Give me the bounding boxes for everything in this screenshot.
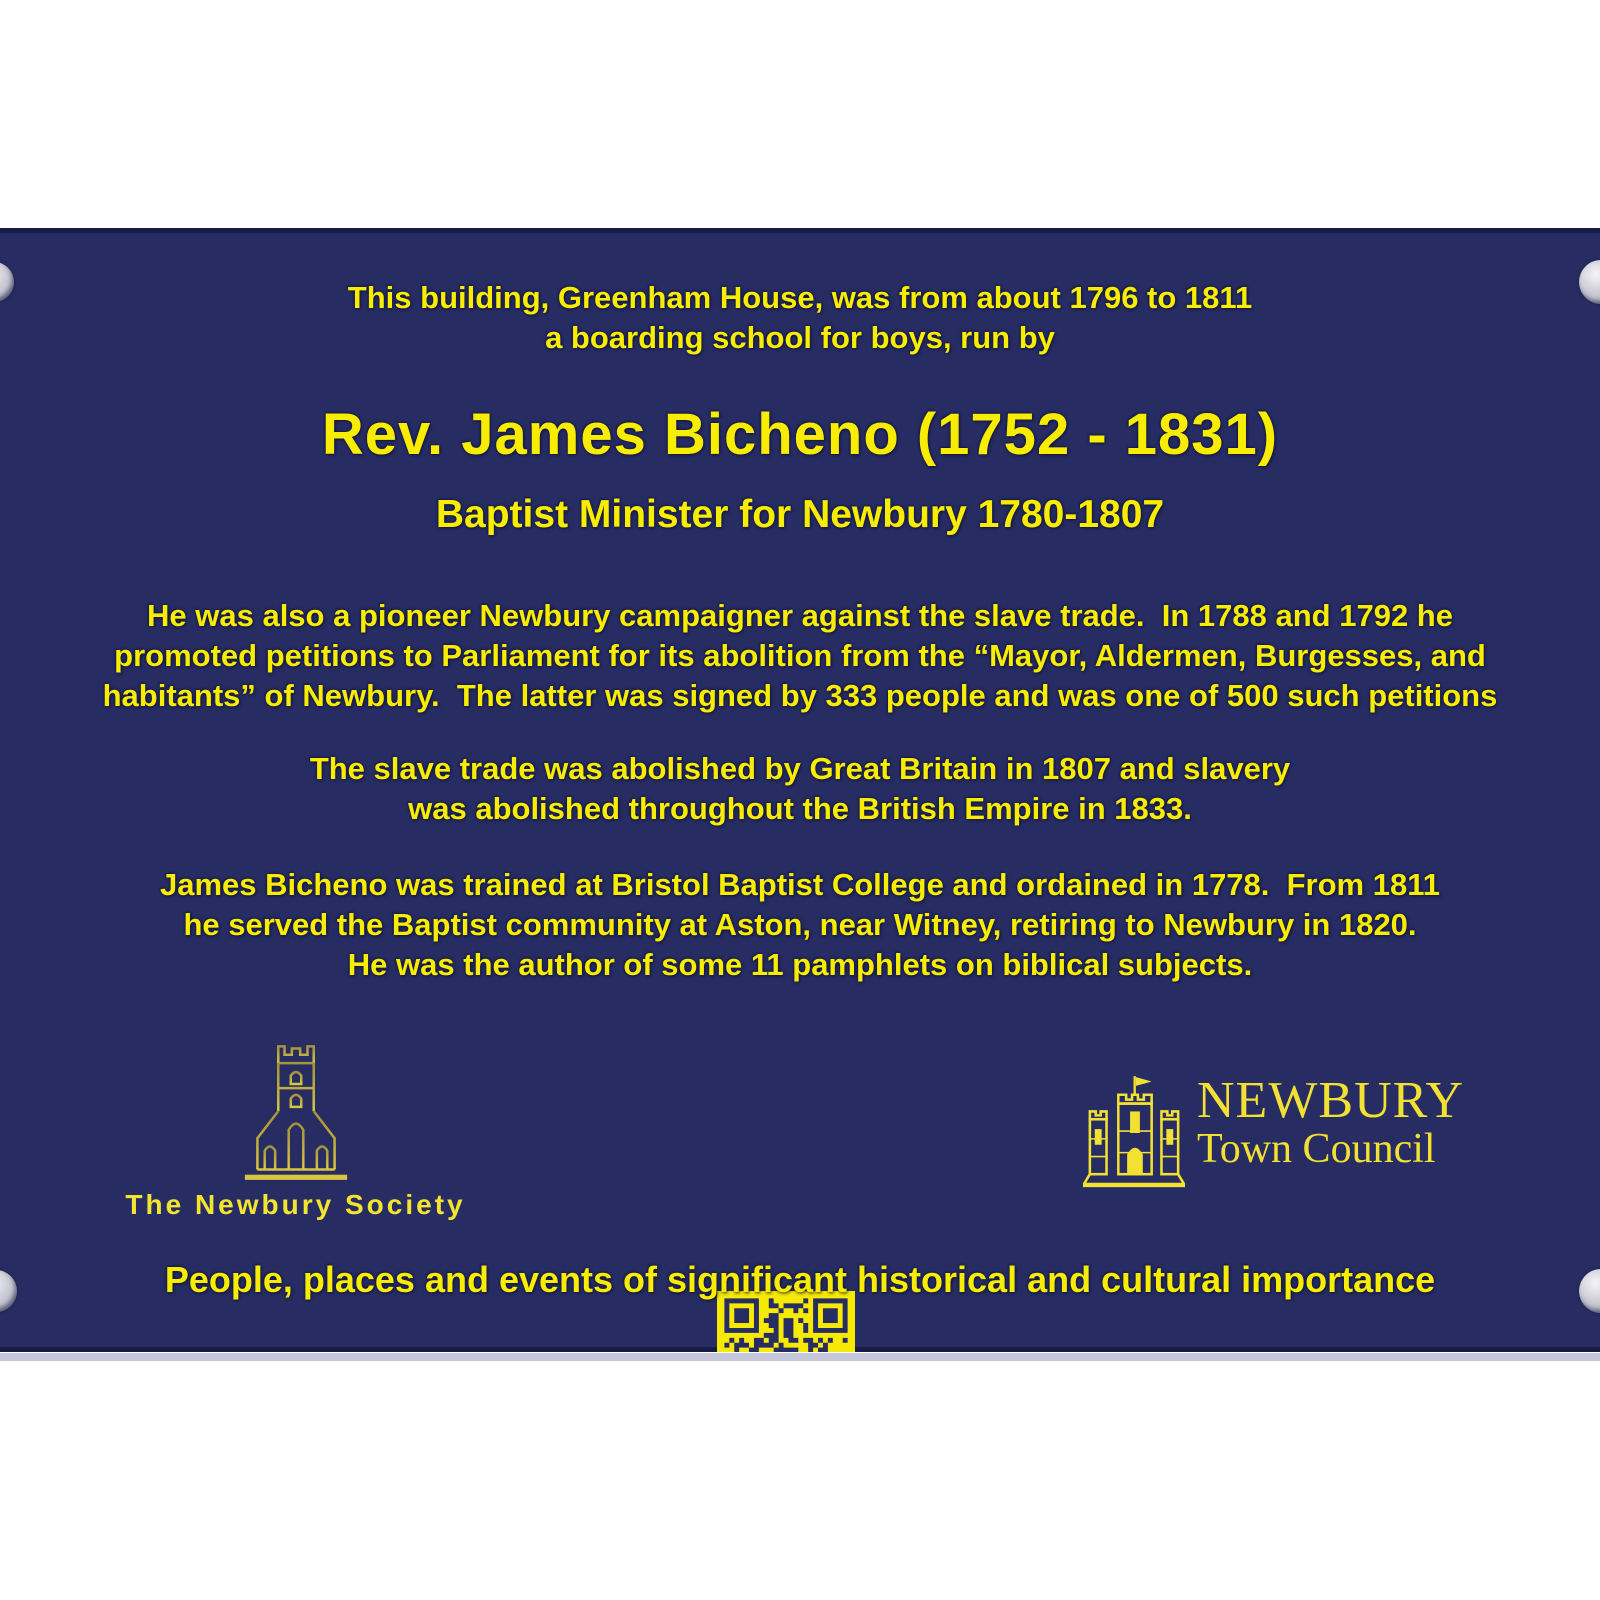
paragraph-line: He was the author of some 11 pamphlets on biblical subjects. (347, 947, 1253, 982)
council-wordmark (1197, 1072, 1464, 1172)
plaque-title (0, 400, 1600, 470)
footer-tagline (0, 1258, 1600, 1302)
intro-line: a boarding school for boys, run by (545, 320, 1055, 355)
newbury-society-logo (108, 1036, 483, 1221)
plaque-subtitle (0, 492, 1600, 538)
paragraph-line: habitants” of Newbury. The latter was signed by 333 people and was one of 500 such petitions (102, 678, 1498, 713)
plaque-top-edge (0, 228, 1600, 233)
council-name: NEWBURY (1197, 1072, 1464, 1129)
paragraph-line: James Bicheno was trained at Bristol Baptist College and ordained in 1778. From 1811 (159, 867, 1440, 902)
plaque-title-text: Rev. James Bicheno (1752 - 1831) (321, 402, 1279, 467)
paragraph-line: promoted petitions to Parliament for its abolition from the “Mayor, Aldermen, Burgesses, and (114, 638, 1486, 673)
newbury-town-council-logo (1083, 1073, 1464, 1193)
paragraph-line: he served the Baptist community at Aston, near Witney, retiring to Newbury in 1820. (183, 907, 1417, 942)
paragraph-line: The slave trade was abolished by Great Britain in 1807 and slavery (309, 751, 1291, 786)
paragraph-slave-trade (0, 596, 1600, 716)
paragraph-line: He was also a pioneer Newbury campaigner against the slave trade. In 1788 and 1792 he (147, 598, 1453, 633)
plaque (0, 228, 1600, 1352)
council-subname: Town Council (1197, 1126, 1436, 1172)
footer-tagline-text: People, places and events of significant historical and cultural importance (164, 1259, 1436, 1300)
paragraph-abolition (0, 749, 1600, 829)
plaque-subtitle-text: Baptist Minister for Newbury 1780-1807 (435, 493, 1165, 536)
church-tower-icon (236, 1036, 356, 1182)
plaque-bottom-shadow (0, 1353, 1600, 1361)
paragraph-biography (0, 865, 1600, 985)
intro-line: This building, Greenham House, was from about 1796 to 1811 (347, 280, 1253, 315)
paragraph-line: was abolished throughout the British Empire in 1833. (408, 791, 1192, 826)
newbury-society-label: The Newbury Society (125, 1189, 466, 1220)
intro-text (0, 278, 1600, 358)
castle-icon (1083, 1073, 1185, 1193)
